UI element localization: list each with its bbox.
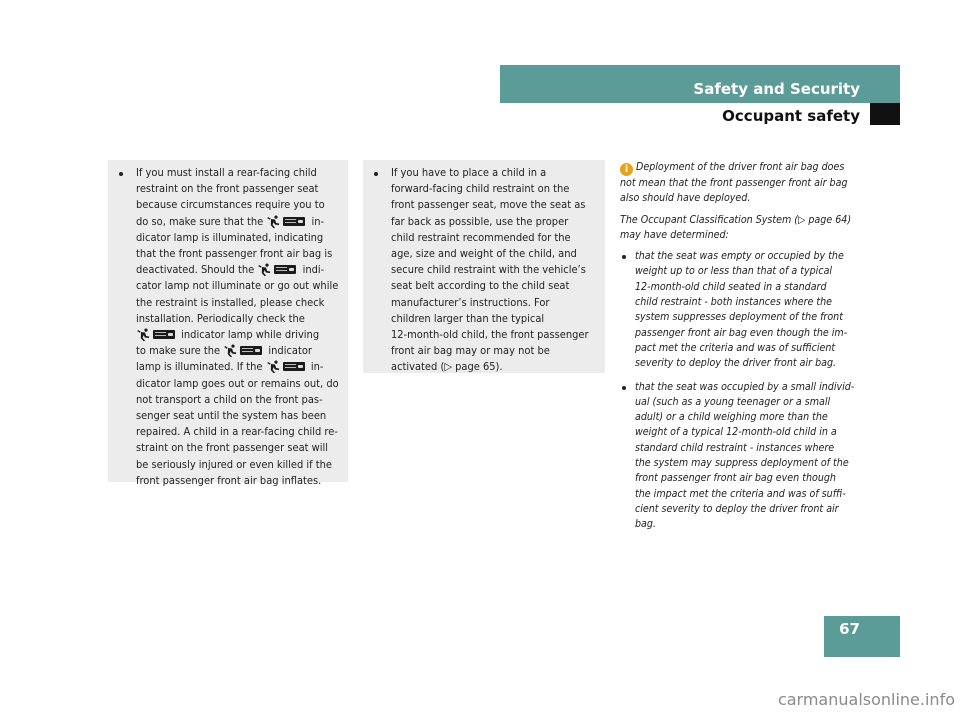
text-line bbox=[391, 359, 597, 375]
text-line bbox=[136, 424, 338, 440]
bullet-line: system suppresses deployment of the front bbox=[635, 311, 843, 324]
air-bag-off-lamp-icon bbox=[274, 265, 296, 274]
watermark: carmanualsonline.info bbox=[777, 690, 955, 709]
text-fragment: in- bbox=[310, 360, 324, 374]
text-fragment: senger seat until the system has been bbox=[136, 409, 327, 423]
section-title: Safety and Security bbox=[693, 80, 860, 98]
text-line bbox=[136, 473, 338, 489]
text-fragment: repaired. A child in a rear-facing child re- bbox=[136, 425, 338, 439]
bullet-icon bbox=[374, 172, 378, 176]
text-fragment: If you must install a rear-facing child bbox=[136, 166, 317, 179]
text-line: front passenger seat, move the seat as bbox=[391, 198, 586, 212]
text-fragment: to make sure the bbox=[136, 344, 221, 358]
text-line: If you have to place a child in a bbox=[391, 166, 547, 179]
text-fragment: restraint on the front passenger seat bbox=[136, 182, 319, 196]
info-icon: i bbox=[620, 163, 633, 176]
page-reference-link[interactable]: page 65). bbox=[455, 360, 503, 374]
air-bag-off-lamp-icon bbox=[283, 217, 305, 226]
text-line: seat belt according to the child seat bbox=[391, 279, 570, 293]
seated-occupant-icon bbox=[267, 360, 281, 373]
system-line: may have determined: bbox=[620, 228, 729, 241]
text-line bbox=[136, 262, 338, 278]
text-fragment: indicator bbox=[268, 344, 312, 358]
text-line bbox=[136, 392, 338, 408]
bullet-line: standard child restraint - instances where bbox=[635, 441, 835, 454]
text-line bbox=[136, 408, 338, 424]
system-line: The Occupant Classification System ( bbox=[620, 213, 798, 226]
bullet-icon bbox=[622, 255, 626, 259]
text-fragment: not transport a child on the front pas- bbox=[136, 392, 323, 406]
text-line bbox=[136, 440, 338, 456]
bullet-line: child restraint - both instances where the bbox=[635, 296, 833, 309]
text-line: far back as possible, use the proper bbox=[391, 214, 569, 228]
bullet-line: passenger front air bag even though the im- bbox=[635, 326, 848, 339]
text-line: 12-month-old child, the front passenger bbox=[391, 328, 589, 342]
text-fragment: cator lamp not illuminate or go out while bbox=[136, 279, 339, 293]
text-fragment: activated ( bbox=[391, 360, 445, 374]
section-marker bbox=[870, 103, 900, 125]
text-line bbox=[136, 311, 338, 327]
bullet-line: ual (such as a young teenager or a small bbox=[635, 395, 831, 408]
text-fragment: that the front passenger front air bag is bbox=[136, 247, 333, 261]
text-line: child restraint recommended for the bbox=[391, 230, 571, 244]
text-line bbox=[136, 278, 338, 294]
middle-panel-text bbox=[391, 165, 597, 376]
bullet-line: 12-month-old child seated in a standard bbox=[635, 280, 827, 293]
air-bag-off-lamp-icon bbox=[283, 362, 305, 371]
info-line: also should have deployed. bbox=[620, 192, 751, 205]
text-fragment: be seriously injured or even killed if the bbox=[136, 457, 333, 471]
text-fragment: dicator lamp is illuminated, indicating bbox=[136, 230, 324, 244]
air-bag-off-lamp-icon bbox=[153, 330, 175, 339]
text-line bbox=[136, 327, 338, 343]
bullet-icon bbox=[119, 172, 123, 176]
page-reference-arrow-icon: ▷ bbox=[798, 213, 806, 226]
text-line bbox=[136, 230, 338, 246]
right-column bbox=[620, 160, 870, 533]
left-panel-text bbox=[136, 165, 338, 489]
text-line: secure child restraint with the vehicle’s bbox=[391, 263, 586, 277]
seated-occupant-icon bbox=[137, 328, 151, 341]
text-line bbox=[136, 181, 338, 197]
text-fragment: deactivated. Should the bbox=[136, 263, 255, 277]
seated-occupant-icon bbox=[258, 263, 272, 276]
text-fragment: installation. Periodically check the bbox=[136, 311, 305, 325]
info-line: not mean that the front passenger front air bag bbox=[620, 177, 848, 189]
text-line: children larger than the typical bbox=[391, 311, 545, 325]
bullet-line: pact met the criteria and was of sufficient bbox=[635, 341, 836, 354]
text-fragment: dicator lamp goes out or remains out, do bbox=[136, 376, 339, 390]
text-line bbox=[136, 295, 338, 311]
bullet-line: weight up to or less than that of a typical bbox=[635, 265, 833, 278]
text-line: forward-facing child restraint on the bbox=[391, 182, 570, 196]
text-fragment: lamp is illuminated. If the bbox=[136, 360, 263, 374]
text-line: manufacturer’s instructions. For bbox=[391, 295, 550, 309]
bullet-line: severity to deploy the driver front air bag. bbox=[635, 357, 837, 370]
text-fragment: straint on the front passenger seat will bbox=[136, 441, 328, 455]
info-line: Deployment of the driver front air bag does bbox=[636, 161, 845, 173]
passenger-air-bag-off-indicator-icon bbox=[224, 344, 264, 357]
system-paragraph bbox=[620, 213, 870, 244]
rear-facing-restraint-panel bbox=[108, 160, 348, 487]
passenger-air-bag-off-indicator-icon bbox=[267, 215, 307, 228]
bullet-line: cient severity to deploy the driver front air bbox=[635, 502, 839, 515]
determination-bullet bbox=[620, 380, 870, 533]
determination-bullet bbox=[620, 249, 870, 371]
seated-occupant-icon bbox=[224, 344, 238, 357]
air-bag-off-lamp-icon bbox=[240, 346, 262, 355]
seated-occupant-icon bbox=[267, 215, 281, 228]
text-fragment: front passenger front air bag inflates. bbox=[136, 473, 322, 487]
page-reference-arrow-icon: ▷ bbox=[444, 360, 452, 374]
bullet-line: front passenger front air bag even though bbox=[635, 472, 836, 485]
passenger-air-bag-off-indicator-icon bbox=[258, 263, 298, 276]
text-line bbox=[136, 376, 338, 392]
text-fragment: because circumstances require you to bbox=[136, 198, 325, 212]
bullet-line: the system may suppress deployment of the bbox=[635, 457, 849, 470]
text-line bbox=[136, 359, 338, 375]
text-fragment: indicator lamp while driving bbox=[181, 328, 320, 342]
passenger-air-bag-off-indicator-icon bbox=[137, 328, 177, 341]
text-fragment: the restraint is installed, please check bbox=[136, 295, 325, 309]
bullet-line: weight of a typical 12-month-old child in a bbox=[635, 426, 837, 439]
passenger-air-bag-off-indicator-icon bbox=[267, 360, 307, 373]
page-number: 67 bbox=[839, 620, 860, 638]
bullet-line: adult) or a child weighing more than the bbox=[635, 411, 828, 424]
text-fragment: in- bbox=[311, 214, 325, 228]
section-header bbox=[500, 65, 900, 103]
page-number-box bbox=[824, 616, 900, 657]
text-line bbox=[136, 214, 338, 230]
info-note bbox=[620, 160, 870, 207]
text-line bbox=[136, 246, 338, 262]
forward-facing-restraint-panel bbox=[363, 160, 605, 373]
text-line bbox=[136, 343, 338, 359]
bullet-icon bbox=[622, 386, 626, 390]
bullet-line: that the seat was empty or occupied by the bbox=[635, 250, 844, 263]
text-line: front air bag may or may not be bbox=[391, 344, 550, 358]
text-fragment: indi- bbox=[302, 263, 325, 277]
text-fragment: do so, make sure that the bbox=[136, 214, 264, 228]
subsection-title: Occupant safety bbox=[722, 107, 860, 125]
bullet-line: bag. bbox=[635, 518, 656, 531]
text-line bbox=[136, 165, 338, 181]
bullet-line: the impact met the criteria and was of suffi- bbox=[635, 487, 846, 500]
text-line bbox=[136, 197, 338, 213]
page-reference-link[interactable]: page 64) bbox=[808, 213, 852, 226]
text-line bbox=[136, 457, 338, 473]
text-line: age, size and weight of the child, and bbox=[391, 247, 577, 261]
bullet-line: that the seat was occupied by a small individ- bbox=[635, 380, 855, 393]
